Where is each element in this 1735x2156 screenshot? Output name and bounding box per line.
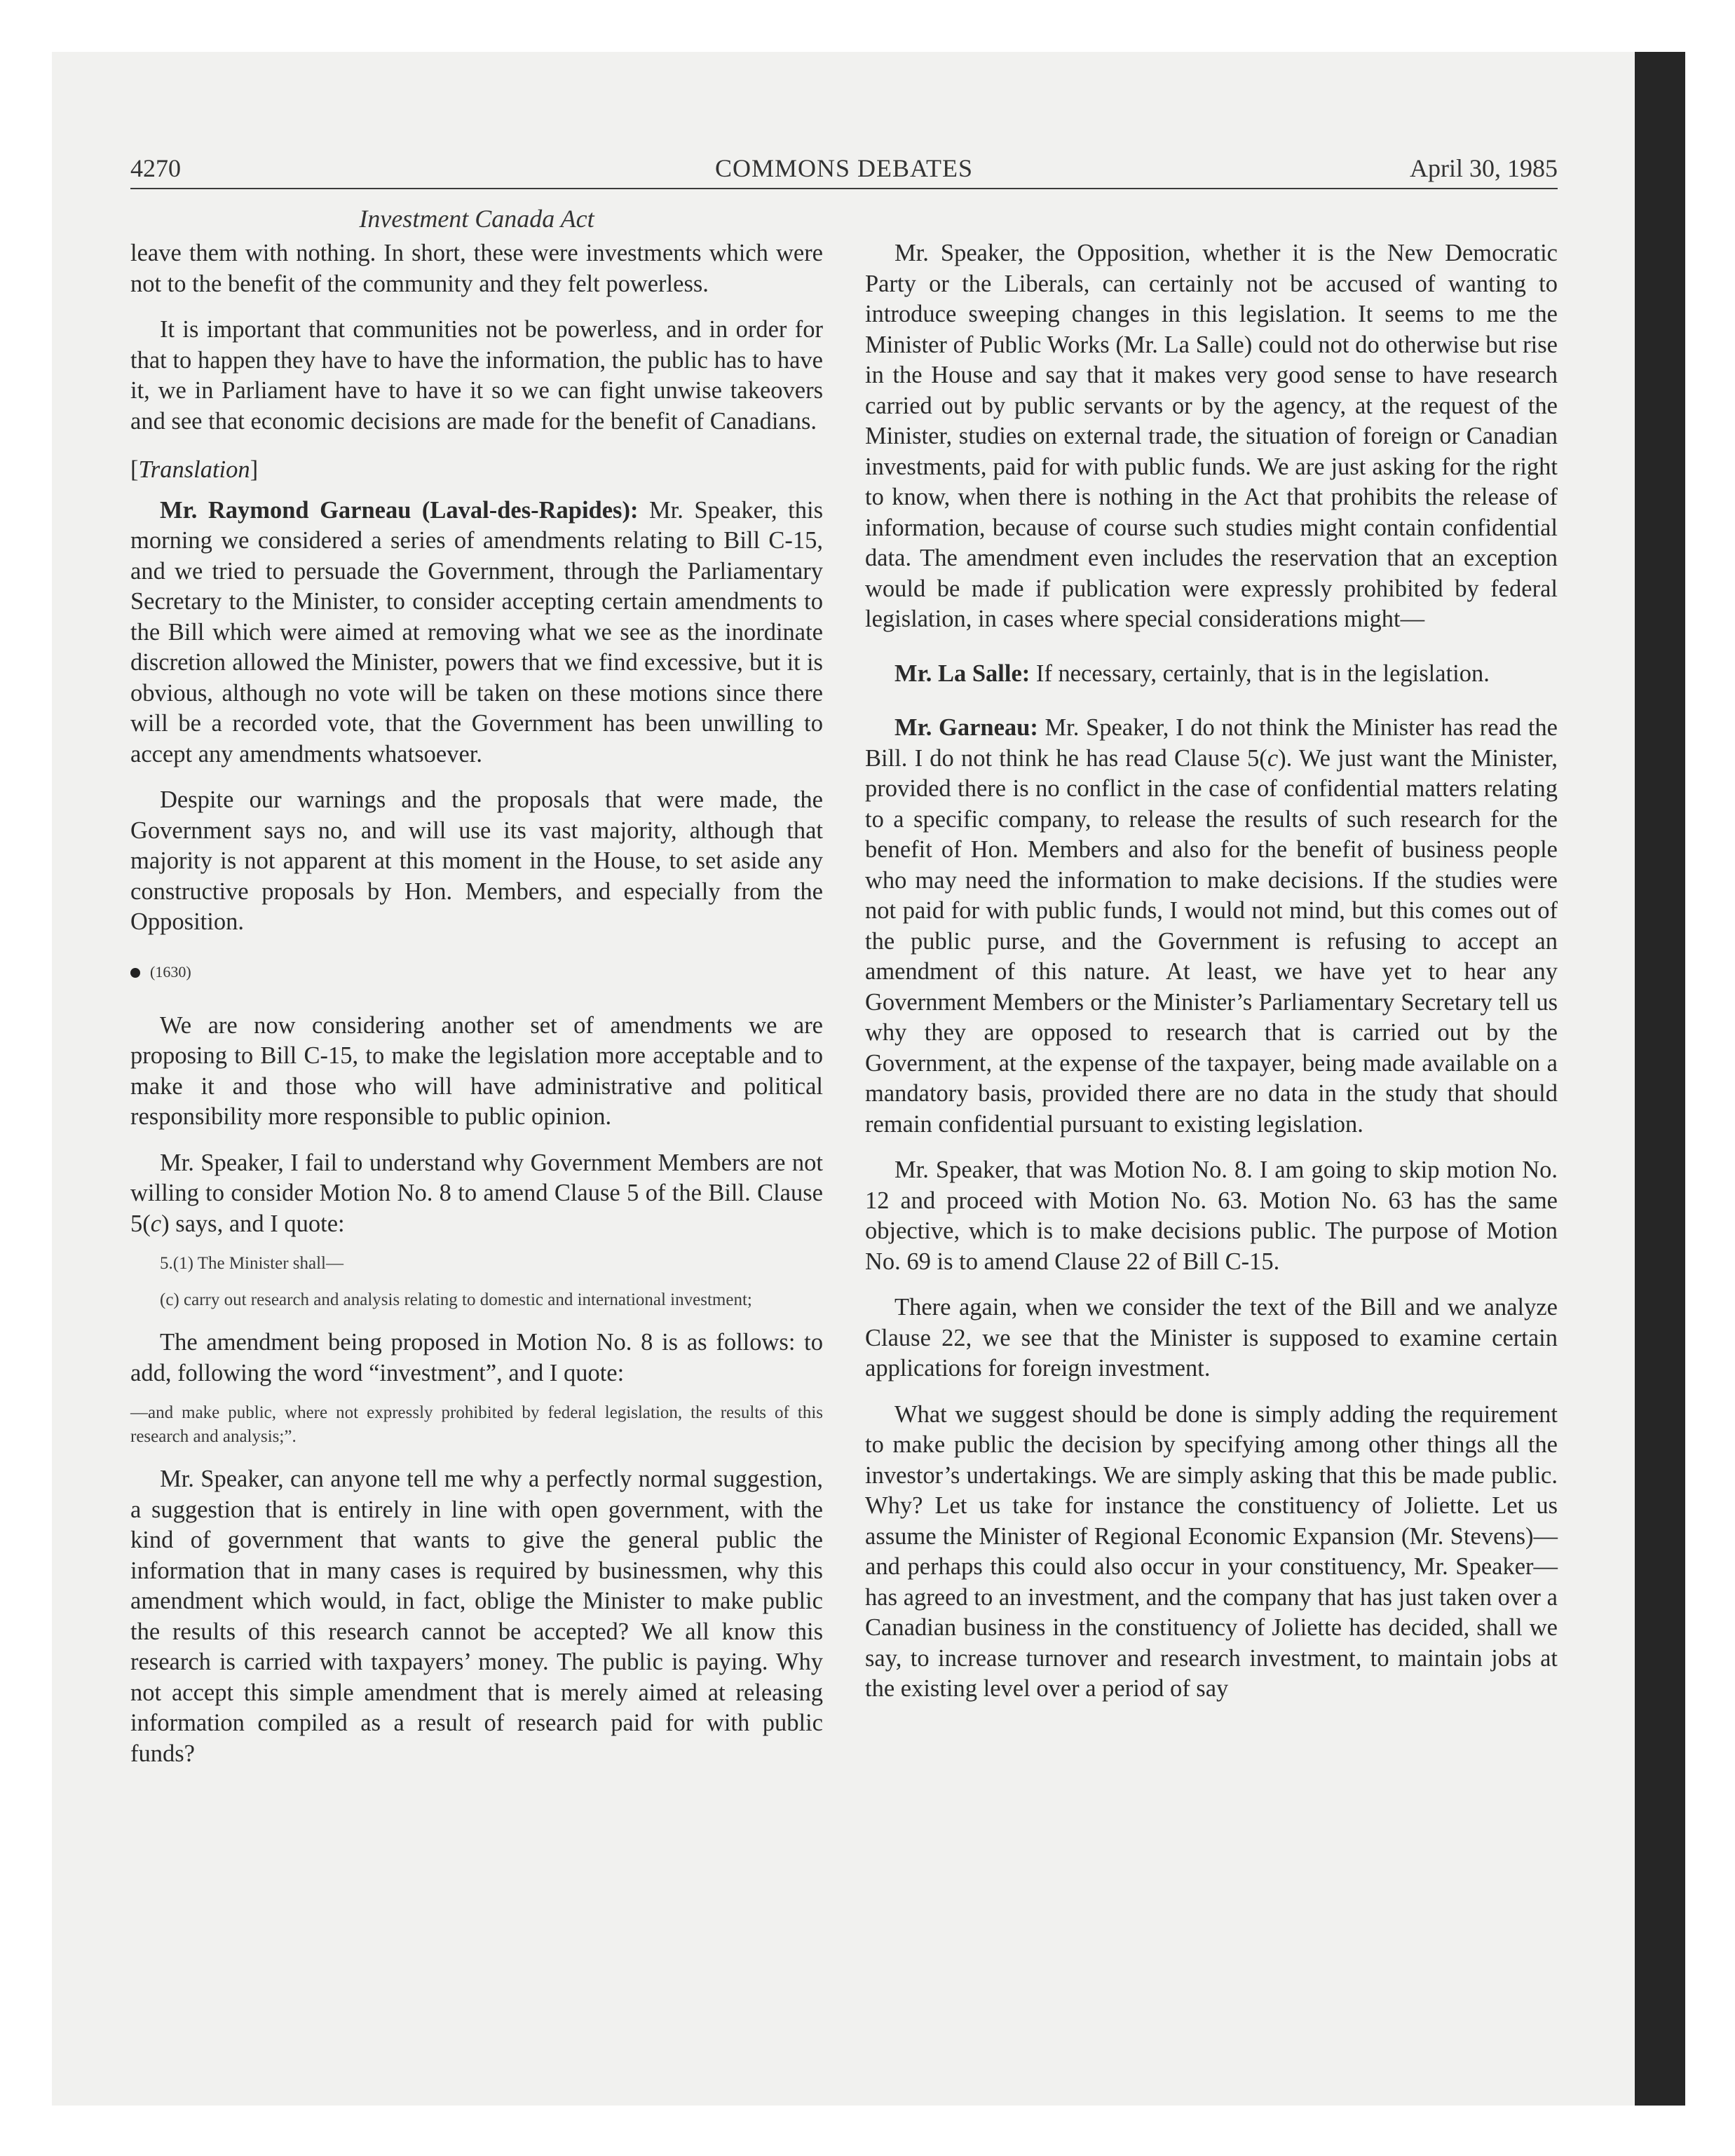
paragraph: leave them with nothing. In short, these were investments which were not to the benefit of the community and they felt powerless.	[130, 240, 823, 297]
paragraph: Mr. Speaker, the Opposition, whether it is the New Democratic Party or the Liberals, can certainly not be accused of wanting to introduce sweeping changes in this legislation. It seems to me the Minister of Public Works (Mr. La Salle) could not do otherwise but rise in the House and say that it makes very good sense to have research carried out by public servants or by the agency, at the request of the Minister, studies on external trade, the situation of foreign or Canadian investments, paid for with public funds. We are just asking for the right to know, when there is nothing in the Act that prohibits the release of information, because of course such studies might contain confidential data. The amendment even includes the reservation that an exception would be made if publication were expressly prohibited by federal legislation, in cases where special considerations might—	[865, 240, 1558, 632]
publication-date: April 30, 1985	[1410, 154, 1558, 182]
binding-edge	[1635, 52, 1685, 2106]
page-number: 4270	[130, 154, 181, 182]
speaker-name: Mr. La Salle:	[894, 660, 1030, 687]
paragraph: Mr. Speaker, that was Motion No. 8. I am going to skip motion No. 12 and proceed with Motion No. 63. Motion No. 63 has the same objective, which is to make decisions public. The purpose of Motion No. 69 is to amend Clause 22 of Bill C-15.	[865, 1157, 1558, 1275]
translation-note: [Translation]	[130, 456, 259, 483]
speaker-name: Mr. Garneau:	[894, 714, 1038, 741]
speech-paragraph: Mr. Garneau: Mr. Speaker, I do not think the Minister has read the Bill. I do not think he has read Clause 5(c). We just want the Minister, provided there is no conflict in the case of confidential matters relating to a specific company, to release the results of such research for the benefit of Hon. Members and also for the benefit of business people who may need the information to make decisions. If the studies were not paid for with public funds, I would not mind, but this comes out of the public purse, and the Government is refusing to accept an amendment of this nature. At least, we have yet to hear any Government Members or the Minister’s Parliamentary Secretary tell us why they are opposed to research that is carried out by the Government, at the expense of the taxpayer, being made available on a mandatory basis, provided there are no data in the study that should remain confidential pursuant to existing legislation.	[865, 714, 1558, 1138]
paragraph: Despite our warnings and the proposals that were made, the Government says no, and will use its vast majority, although that majority is not apparent at this moment in the House, to set aside any constructive proposals by Hon. Members, and especially from the Opposition.	[130, 786, 823, 935]
paragraph: It is important that communities not be powerless, and in order for that to happen they have to have the information, the public has to have it, we in Parliament have to have it so we can fight unwise takeovers and see that economic decisions are made for the benefit of Canadians.	[130, 316, 823, 435]
quoted-amendment: —and make public, where not expressly prohibited by federal legislation, the results of this research and analysis;”.	[130, 1403, 823, 1446]
left-column	[130, 238, 823, 1785]
speaker-name: Mr. Raymond Garneau (Laval-des-Rapides):	[160, 496, 639, 524]
paragraph: We are now considering another set of amendments we are proposing to Bill C-15, to make the legislation more acceptable and to make it and those who will have administrative and political responsibility more responsible to public opinion.	[130, 1011, 823, 1130]
bullet-icon	[130, 968, 140, 978]
quoted-clause: (c) carry out research and analysis relating to domestic and international investment;	[160, 1290, 752, 1309]
paragraph: Mr. Speaker, can anyone tell me why a perfectly normal suggestion, a suggestion that is entirely in line with open government, with the kind of government that wants to give the general public the information that in many cases is required by businessmen, why this amendment which would, in fact, oblige the Minister to make public the results of this research cannot be accepted? We all know this research is carried with taxpayers’ money. The public is paying. Why not accept this simple amendment that is merely aimed at releasing information compiled as a result of research paid for with public funds?	[130, 1466, 823, 1767]
paragraph: What we suggest should be done is simply adding the requirement to make public the decision by specifying among other things all the investor’s undertakings. We are simply asking that this be made public. Why? Let us take for instance the constituency of Joliette. Let us assume the Minister of Regional Economic Expansion (Mr. Stevens)—and perhaps this could also occur in your constituency, Mr. Speaker—has agreed to an investment, and the company that has just taken over a Canadian business in the constituency of Joliette has decided, shall we say, to increase turnover and research investment, to maintain jobs at the existing level over a period of say	[865, 1400, 1558, 1702]
quoted-clause: 5.(1) The Minister shall—	[160, 1254, 343, 1273]
paragraph: There again, when we consider the text of the Bill and we analyze Clause 22, we see that the Minister is supposed to examine certain applications for foreign investment.	[865, 1294, 1558, 1381]
running-title: Investment Canada Act	[359, 205, 594, 233]
page-header	[130, 151, 1558, 189]
publication-title: COMMONS DEBATES	[714, 154, 974, 182]
speech-paragraph: Mr. Raymond Garneau (Laval-des-Rapides): Mr. Speaker, this morning we considered a series of amendments relating to Bill C-15, and we tried to persuade the Government, through the Parliamentary Secretary to the Minister, to consider accepting certain amendments to the Bill which were aimed at removing what we see as the inordinate discretion allowed the Minister, powers that we find excessive, but it is obvious, although no vote will be taken on these motions since there will be a recorded vote, that the Government has been unwilling to accept any amendments whatsoever.	[130, 496, 823, 767]
time-marker: (1630)	[130, 962, 823, 983]
right-column	[865, 238, 1558, 1720]
speech-paragraph: Mr. La Salle: If necessary, certainly, that is in the legislation.	[894, 660, 1490, 687]
paragraph: Mr. Speaker, I fail to understand why Government Members are not willing to consider Motion No. 8 to amend Clause 5 of the Bill. Clause 5(c) says, and I quote:	[130, 1149, 823, 1237]
paragraph: The amendment being proposed in Motion No. 8 is as follows: to add, following the word “investment”, and I quote:	[130, 1329, 823, 1386]
